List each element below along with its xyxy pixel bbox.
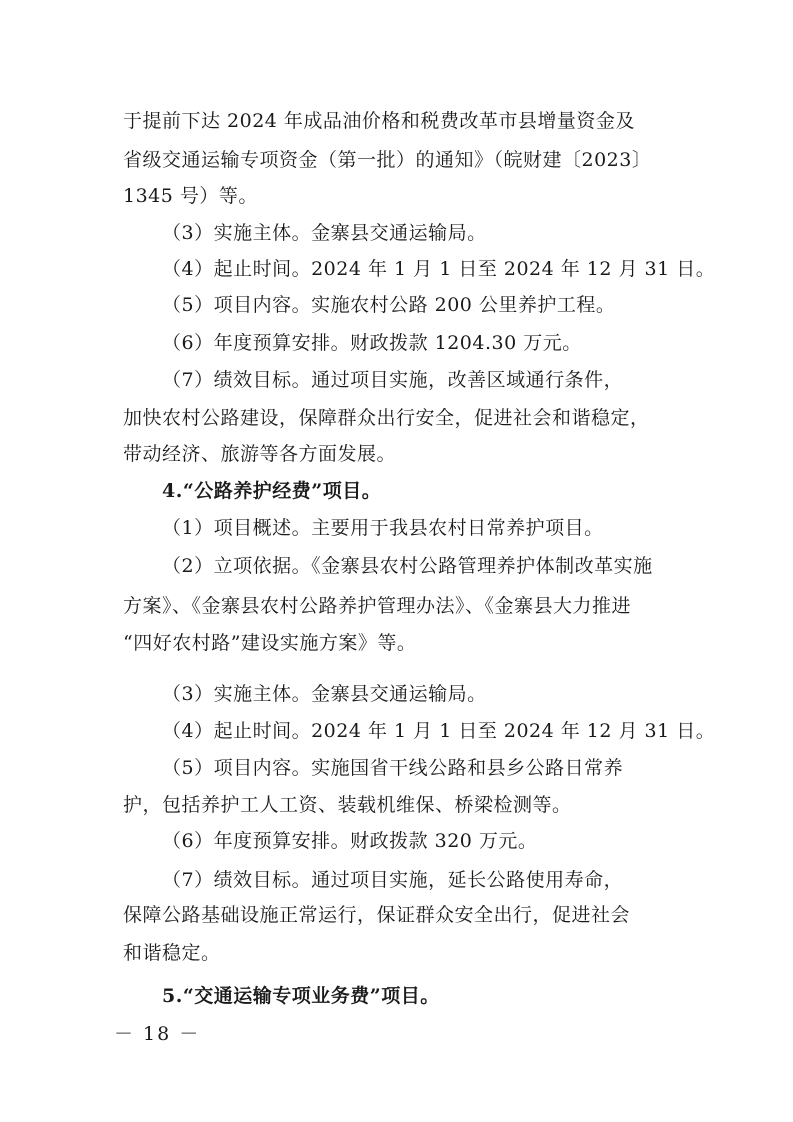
text-line: （7）绩效目标。通过项目实施，改善区域通行条件，: [162, 369, 624, 391]
text-line: “四好农村路”建设实施方案》等。: [123, 632, 417, 654]
text-line: （7）绩效目标。通过项目实施，延长公路使用寿命，: [162, 869, 624, 891]
text-line: 方案》、《金寨县农村公路养护管理办法》、《金寨县大力推进: [123, 595, 632, 617]
text-line: （5）项目内容。实施农村公路 200 公里养护工程。: [162, 294, 616, 316]
text-line: 和谐稳定。: [123, 942, 221, 964]
section-heading: 4.“公路养护经费”项目。: [162, 480, 382, 502]
text-line: 加快农村公路建设，保障群众出行安全，促进社会和谐稳定，: [123, 407, 650, 429]
text-line: （6）年度预算安排。财政拨款 320 万元。: [162, 830, 538, 852]
text-line: （5）项目内容。实施国省干线公路和县乡公路日常养: [162, 757, 624, 779]
text-line: 于提前下达 2024 年成品油价格和税费改革市县增量资金及: [123, 110, 635, 132]
text-line: （3）实施主体。金寨县交通运输局。: [162, 222, 487, 244]
section-heading: 5.“交通运输专项业务费”项目。: [162, 985, 440, 1007]
text-line: 省级交通运输专项资金（第一批）的通知》（皖财建〔2023〕: [123, 149, 652, 171]
text-line: （6）年度预算安排。财政拨款 1204.30 万元。: [162, 332, 582, 354]
text-line: 1345 号）等。: [123, 185, 258, 207]
text-line: （4）起止时间。2024 年 1 月 1 日至 2024 年 12 月 31 日。: [162, 720, 716, 742]
text-line: 带动经济、旅游等各方面发展。: [123, 443, 397, 465]
text-line: （3）实施主体。金寨县交通运输局。: [162, 683, 487, 705]
text-line: 保障公路基础设施正常运行，保证群众安全出行，促进社会: [123, 904, 631, 926]
text-line: 护，包括养护工人工资、装载机维保、桥梁检测等。: [123, 794, 572, 816]
text-line: （4）起止时间。2024 年 1 月 1 日至 2024 年 12 月 31 日。: [162, 258, 716, 280]
page-number: － 18 －: [114, 1023, 201, 1045]
text-line: （1）项目概述。主要用于我县农村日常养护项目。: [162, 517, 604, 539]
text-line: （2）立项依据。《金寨县农村公路管理养护体制改革实施: [162, 555, 653, 577]
